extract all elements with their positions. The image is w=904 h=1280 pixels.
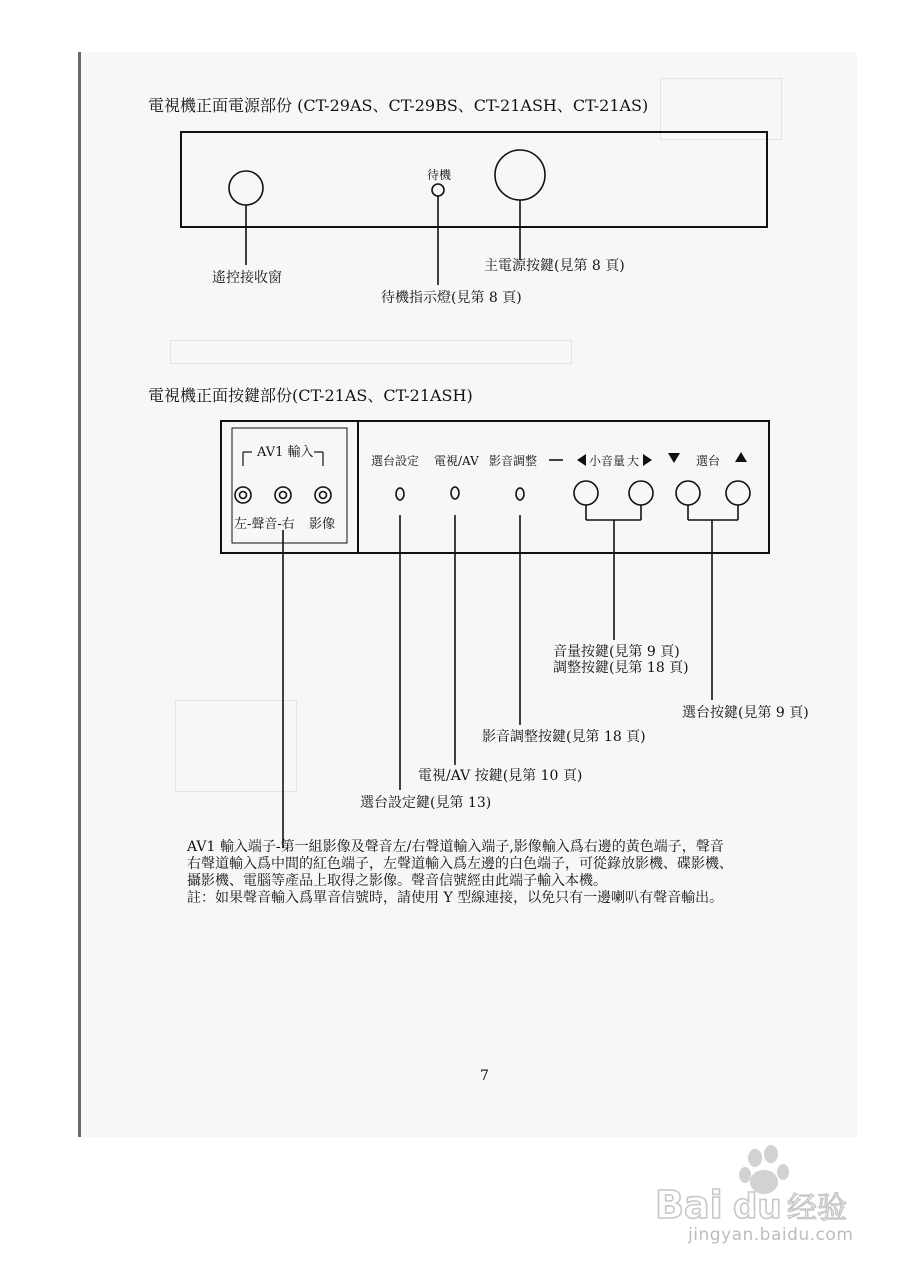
channel-key-callout: 選台按鍵(見第 9 頁) [682, 705, 809, 721]
main-power-callout: 主電源按鍵(見第 8 頁) [484, 258, 625, 274]
section2-heading: 電視機正面按鍵部份(CT-21AS、CT-21ASH) [148, 386, 473, 405]
av1-audio-label: 左-聲音-右 [234, 517, 295, 532]
av1-video-jack [315, 487, 331, 503]
main-power-button [495, 150, 545, 200]
tv-av-button [451, 487, 459, 499]
standby-lamp-callout: 待機指示燈(見第 8 頁) [381, 290, 522, 306]
av1-left-audio-jack [235, 487, 251, 503]
av1-right-audio-jack [275, 487, 291, 503]
watermark-url: jingyan.baidu.com [688, 1225, 854, 1245]
tv-av-label: 電視/AV [434, 454, 479, 468]
channel-up-button [726, 481, 750, 505]
page-number: 7 [480, 1068, 489, 1084]
standby-lamp [432, 184, 444, 196]
remote-sensor-window [229, 171, 263, 205]
volume-down-button [574, 481, 598, 505]
volume-key-callout: 音量按鍵(見第 9 頁) [553, 644, 680, 660]
volume-left-arrow-icon [577, 454, 586, 466]
volume-up-button [629, 481, 653, 505]
volume-small-label: 小 [589, 454, 602, 468]
svg-text:du: du [733, 1187, 782, 1227]
paragraph-line: 攝影機、電腦等產品上取得之影像。聲音信號經由此端子輸入本機。 [187, 873, 607, 889]
paragraph-line: 右聲道輸入爲中間的紅色端子，左聲道輸入爲左邊的白色端子，可從錄放影機、碟影機、 [187, 856, 733, 872]
svg-text:经验: 经验 [787, 1191, 847, 1226]
channel-down-arrow-icon [668, 453, 680, 463]
remote-window-callout: 遙控接收窗 [212, 270, 282, 286]
paragraph-line: AV1 輸入端子-第一組影像及聲音左/右聲道輸入端子,影像輸入爲右邊的黃色端子，聲音 [187, 839, 724, 855]
av-adjust-key-callout: 影音調整按鍵(見第 18 頁) [482, 729, 646, 745]
volume-right-arrow-icon [643, 454, 652, 466]
volume-large-label: 大 [627, 454, 640, 468]
adjust-key-callout: 調整按鍵(見第 18 頁) [553, 660, 689, 676]
channel-setup-key-callout: 選台設定鍵(見第 13) [360, 795, 492, 811]
av1-input-title: AV1 輸入 [257, 445, 314, 460]
channel-setup-button [396, 488, 404, 500]
av-adjust-label: 影音調整 [489, 454, 538, 468]
channel-label: 選台 [696, 454, 721, 468]
paragraph-note: 註：如果聲音輸入爲單音信號時，請使用 Y 型線連接，以免只有一邊喇叭有聲音輸出。 [187, 890, 724, 906]
svg-text:Bai: Bai [655, 1183, 723, 1227]
channel-setup-label: 選台設定 [371, 454, 420, 468]
section1-heading: 電視機正面電源部份 (CT-29AS、CT-29BS、CT-21ASH、CT-21AS) [148, 96, 649, 115]
tv-av-key-callout: 電視/AV 按鍵(見第 10 頁) [418, 768, 583, 784]
standby-label: 待機 [427, 168, 452, 182]
channel-down-button [676, 481, 700, 505]
volume-label: 音量 [601, 454, 626, 468]
av1-video-label: 影像 [309, 517, 336, 532]
av1-description [187, 839, 807, 907]
channel-up-arrow-icon [735, 452, 747, 462]
av-adjust-button [516, 488, 524, 500]
